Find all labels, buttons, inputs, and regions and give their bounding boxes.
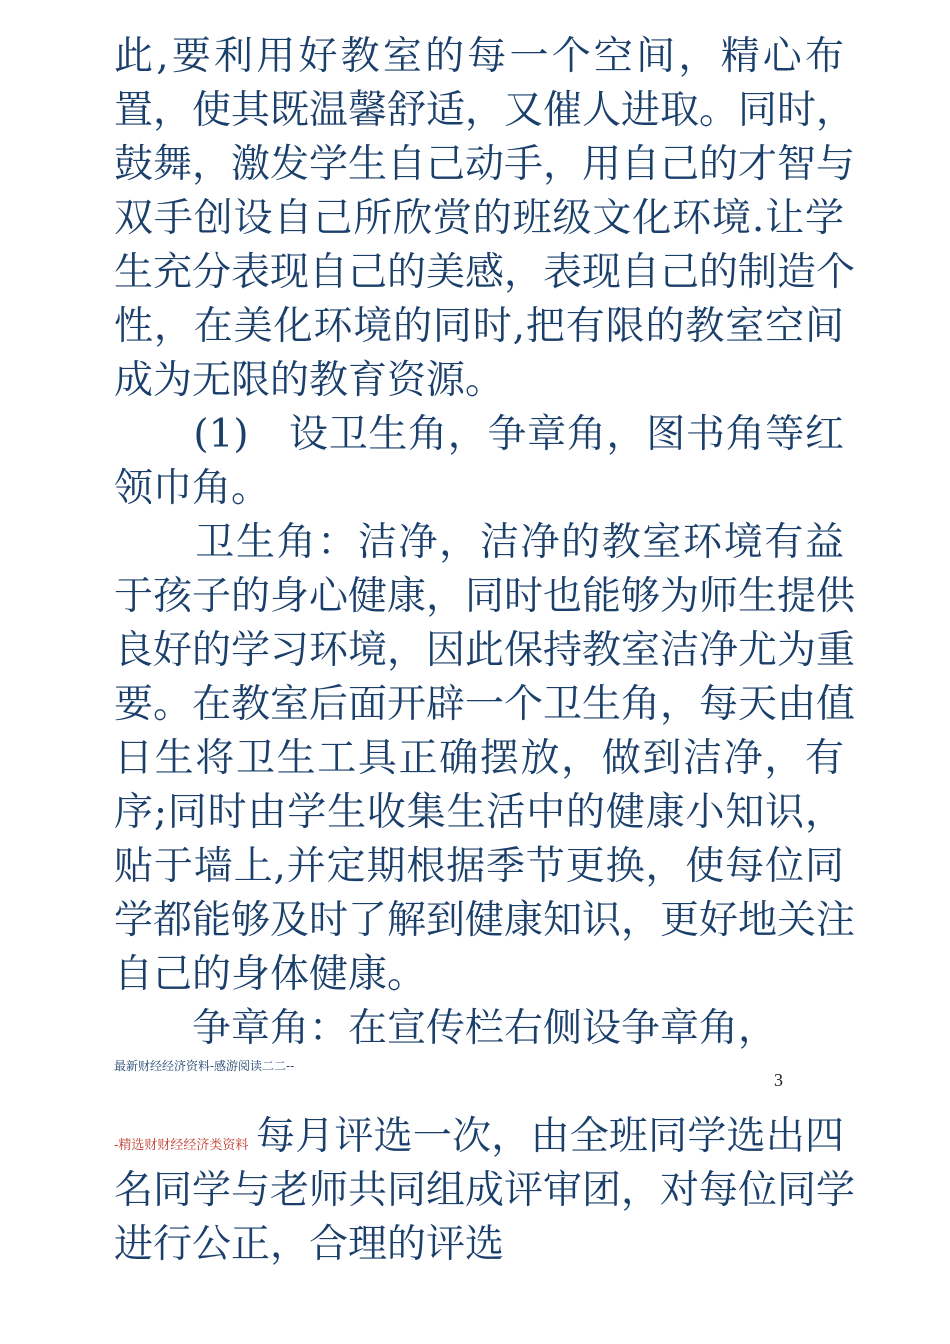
text-line: 领巾角。 bbox=[114, 466, 271, 511]
footer-note: 最新财经经济资料-感游阅读二二-- bbox=[114, 1059, 295, 1073]
text-line: 日生将卫生工具正确摆放，做到洁净，有 bbox=[114, 736, 844, 781]
text-line: 双手创设自己所欣赏的班级文化环境.让学 bbox=[114, 196, 844, 241]
text-line: 自己的身体健康。 bbox=[114, 952, 427, 997]
text-line: 序;同时由学生收集生活中的健康小知识， bbox=[114, 790, 844, 835]
text-line: 要。在教室后面开辟一个卫生角，每天由值 bbox=[114, 682, 856, 727]
text-line: 成为无限的教育资源。 bbox=[114, 358, 505, 403]
text-line: 鼓舞，激发学生自己动手，用自己的才智与 bbox=[114, 142, 856, 187]
text-line: 此,要利用好教室的每一个空间，精心布 bbox=[114, 34, 844, 79]
text-line: 性，在美化环境的同时,把有限的教室空间 bbox=[114, 304, 844, 349]
text-line: 良好的学习环境，因此保持教室洁净尤为重 bbox=[114, 628, 856, 673]
text-line: 争章角：在宣传栏右侧设争章角， bbox=[114, 1006, 778, 1051]
page-number: 3 bbox=[774, 1070, 783, 1090]
text-line: 置，使其既温馨舒适，又催人进取。同时， bbox=[114, 88, 856, 133]
text-line: 学都能够及时了解到健康知识，更好地关注 bbox=[114, 898, 856, 943]
watermark-text: -精选财财经经济类资料 bbox=[114, 1138, 249, 1153]
text-line: 名同学与老师共同组成评审团，对每位同学 bbox=[114, 1168, 856, 1213]
text-line: (1) 设卫生角，争章角，图书角等红 bbox=[114, 412, 844, 457]
text-line: 卫生角：洁净，洁净的教室环境有益 bbox=[114, 520, 844, 565]
text-line: 生充分表现自己的美感，表现自己的制造个 bbox=[114, 250, 856, 295]
text-line: 贴于墙上,并定期根据季节更换，使每位同 bbox=[114, 844, 844, 889]
text-line: 进行公正，合理的评选 bbox=[114, 1222, 505, 1267]
text-line: 每月评选一次，由全班同学选出四 bbox=[256, 1114, 844, 1159]
text-line: 于孩子的身心健康，同时也能够为师生提供 bbox=[114, 574, 856, 619]
